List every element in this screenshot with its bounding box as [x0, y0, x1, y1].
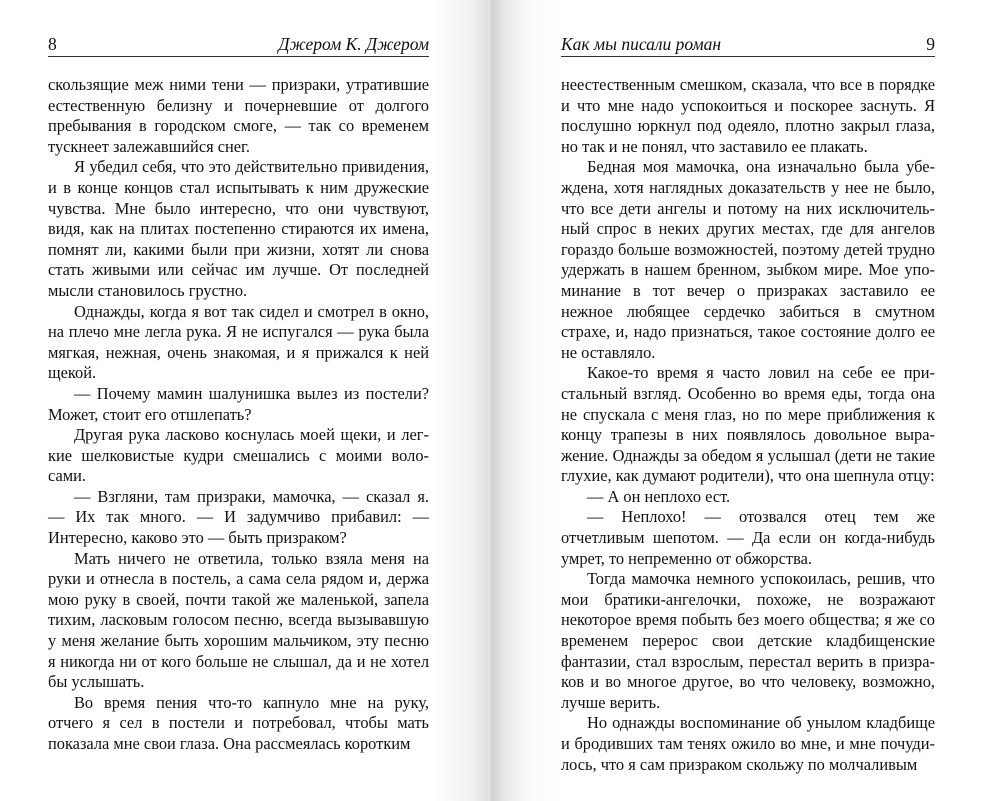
right-running-title: Как мы писали роман	[561, 34, 722, 54]
left-running-title: Джером К. Джером	[278, 34, 429, 54]
left-page-number: 8	[48, 34, 57, 54]
right-page-number: 9	[926, 34, 935, 54]
dialogue-paragraph: — А он неплохо ест.	[587, 486, 731, 506]
paragraph: Мать ничего не ответила, только взяла меня на руки и отнесла в постель, а сама села рядом и, держа мою руку в своей, почти такой же маленькой, запела тихим, ласковым голосом песню, всегда вызывавшую у меня желание быть хорошим мальчиком, эту песню я никогда ни от кого больше не слышал, да и не хотел бы услышать.	[48, 548, 429, 692]
dialogue-paragraph: — Неплохо! — отозвался отец тем же отчетливым шепотом. — Да если он когда-нибудь умрет, то непременно от обжорства.	[561, 507, 935, 568]
left-page	[0, 0, 492, 801]
paragraph: неестественным смешком, сказала, что все в порядке и что мне надо успокоиться и поскорее заснуть. Я послушно юркнул под одеяло, плотно закрыл глаза, но так и не понял, что заставило ее плакать.	[561, 75, 935, 156]
left-page-header	[48, 33, 429, 55]
paragraph: Однажды, когда я вот так сидел и смотрел в окно, на плечо мне легла рука. Я не испугался — рука была мягкая, нежная, очень знакомая, и я прижался к ней щекой.	[48, 301, 429, 383]
paragraph: Бедная моя мамочка, она изначально была убеждена, хотя наглядных доказательств у нее не было, что все дети ангелы и потому на них исключительный спрос в неких других местах, где для ангелов гораздо больше возможностей, поэтому детей трудно удержать в нашем бренном, зыбком мире. Мое упоминание в тот вечер о призраках заставило ее нежное любящее сердечко забиться в смутном страхе, и, надо признаться, такое состояние долго ее не оставляло.	[561, 157, 935, 362]
paragraph: Во время пения что-то капнуло мне на руку, отчего я сел в постели и потребовал, чтобы мать показала мне свои глаза. Она рассмеялась коротким	[48, 692, 429, 753]
left-page-text	[48, 75, 429, 755]
right-page-header	[561, 33, 935, 55]
paragraph: Какое-то время я часто ловил на себе ее пристальный взгляд. Особенно во время еды, тогда она не спускала с меня глаз, но по мере приближения к концу трапезы в них появлялось довольное выражение. Однажды за обедом я услышал (дети не такие глухие, как думают родители), что она шепнула отцу:	[561, 363, 935, 486]
dialogue-paragraph: — Почему мамин шалунишка вылез из постели? Может, стоит его отшлепать?	[48, 383, 429, 424]
right-header-rule	[561, 56, 935, 57]
left-header-rule	[48, 56, 429, 57]
paragraph: Но однажды воспоминание об унылом кладбище и бродивших там тенях ожило во мне, и мне почудилось, что я сам призраком скольжу по молчаливым	[561, 713, 935, 774]
paragraph: Тогда мамочка немного успокоилась, решив, что мои братики-ангелочки, похоже, не возражают некоторое время побыть без моего общества; я же со временем перерос свои детские кладбищенские фантазии, стал взрослым, перестал верить в призраков и во многое другое, во что человеку, возможно, лучше верить.	[561, 569, 935, 712]
paragraph: скользящие меж ними тени — призраки, утратившие естественную белизну и почерневшие от долгого пребывания в городском смоге, — так со временем тускнеет залежавшийся снег.	[48, 75, 429, 156]
paragraph: Я убедил себя, что это действительно привидения, и в конце концов стал испытывать к ним дружеские чувства. Мне было интересно, что они чувствуют, видя, как на плитах постепенно стираются их имена, помнят ли, какими были при жизни, хотят ли снова стать живыми или сейчас им лучше. От последней мысли становилось грустно.	[48, 157, 429, 300]
right-page	[492, 0, 987, 801]
dialogue-paragraph: — Взгляни, там призраки, мамочка, — сказал я. — Их так много. — И задумчиво прибавил: — Интересно, каково это — быть призраком?	[48, 486, 429, 548]
paragraph: Другая рука ласково коснулась моей щеки, и легкие шелковистые кудри смешались с моими волосами.	[48, 425, 429, 486]
right-page-text	[561, 75, 935, 775]
